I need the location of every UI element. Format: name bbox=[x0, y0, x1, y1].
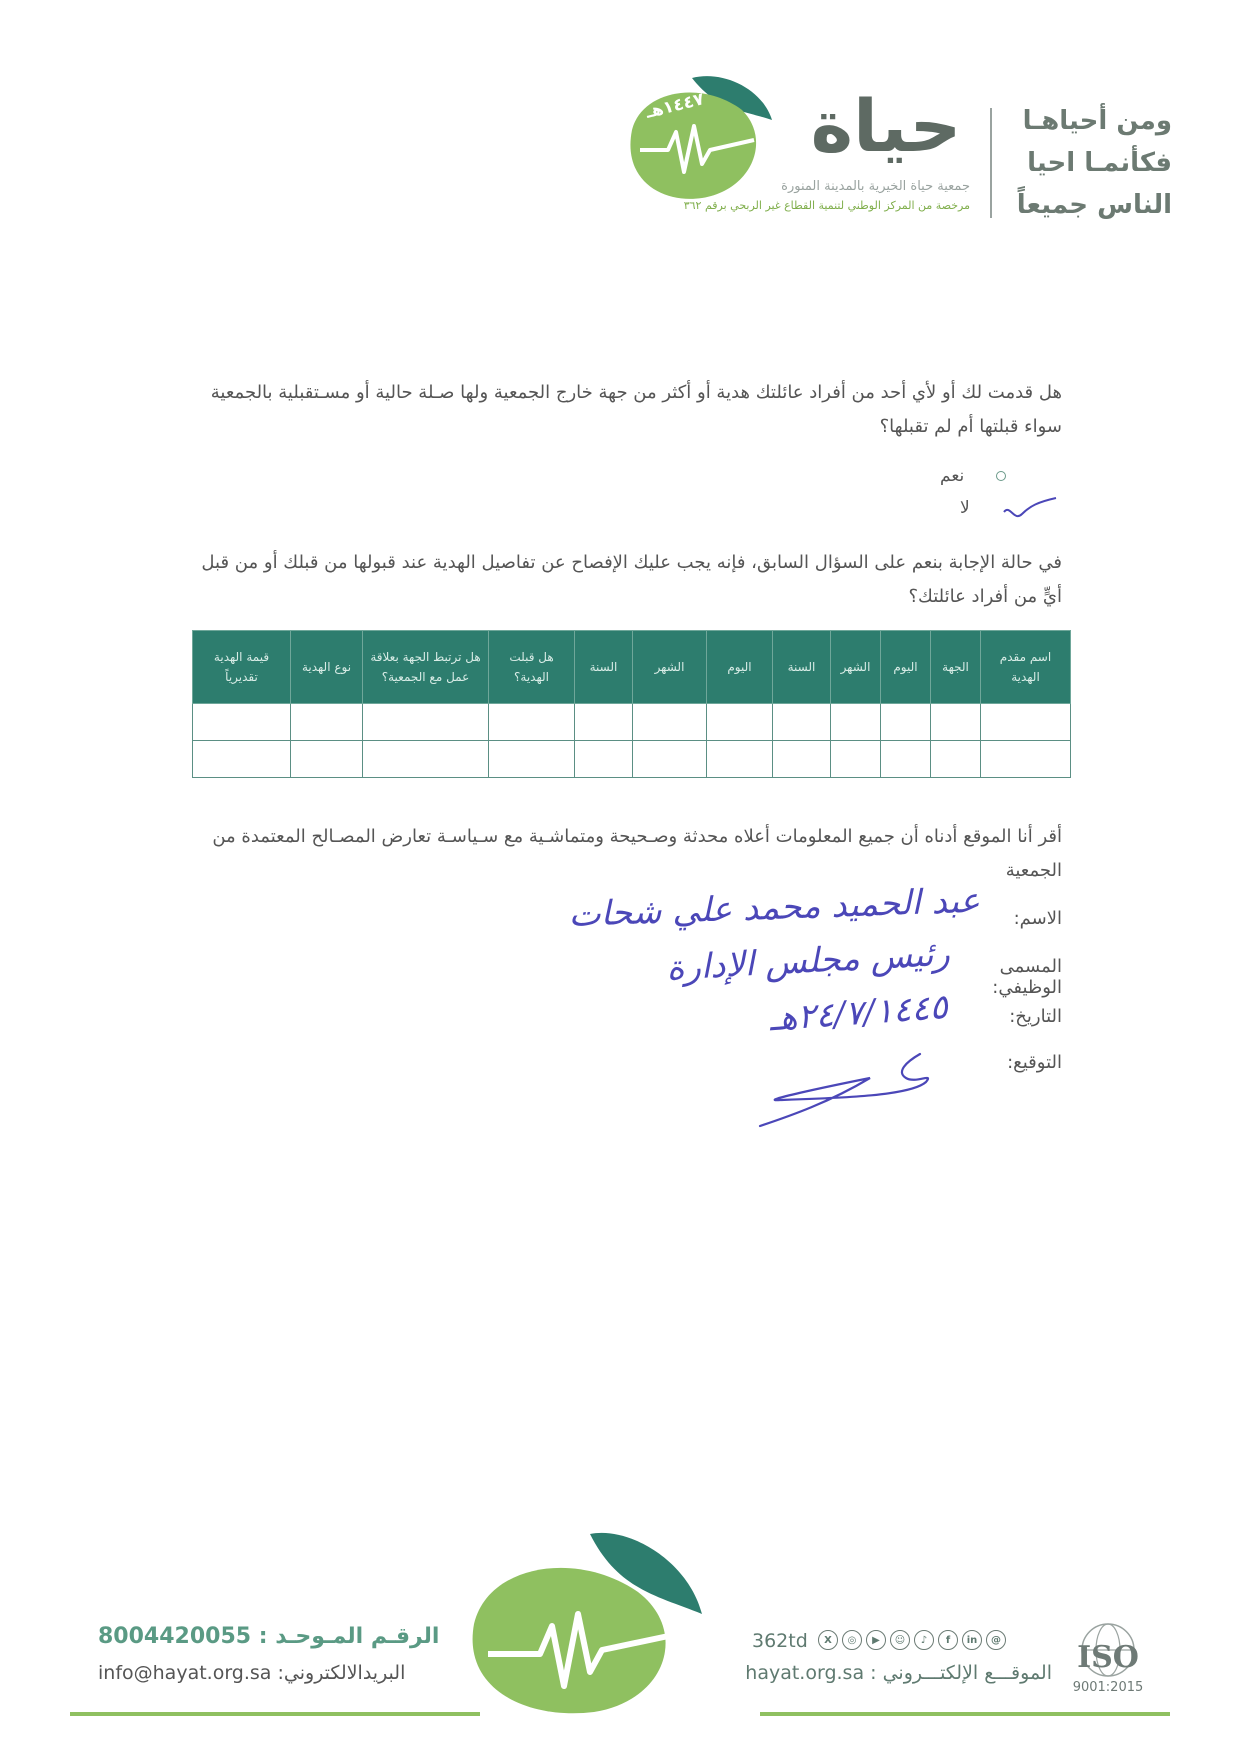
table-header-row bbox=[193, 631, 1071, 704]
threads-icon[interactable]: @ bbox=[986, 1630, 1006, 1650]
unified-number-label: الرقـم المـوحـد : bbox=[258, 1624, 440, 1649]
footer-website[interactable] bbox=[745, 1662, 1052, 1684]
table-cell[interactable] bbox=[707, 704, 773, 741]
facebook-icon[interactable]: f bbox=[938, 1630, 958, 1650]
date-label: التاريخ: bbox=[1009, 1006, 1062, 1027]
footer-email[interactable] bbox=[98, 1662, 448, 1684]
handwritten-date: ٢٤/٧/١٤٤٥هـ bbox=[768, 986, 950, 1040]
col-day-2: اليوم bbox=[707, 631, 773, 704]
table-cell[interactable] bbox=[773, 704, 831, 741]
social-icons-row bbox=[818, 1630, 1006, 1650]
gift-details-table bbox=[192, 630, 1071, 778]
table-cell[interactable] bbox=[633, 704, 707, 741]
email-label: البريدالالكتروني: bbox=[277, 1662, 406, 1684]
table-cell[interactable] bbox=[363, 704, 489, 741]
col-year-2: السنة bbox=[575, 631, 633, 704]
table-cell[interactable] bbox=[931, 741, 981, 778]
footer-rule-right bbox=[760, 1712, 1170, 1716]
table-cell[interactable] bbox=[931, 704, 981, 741]
table-cell[interactable] bbox=[831, 741, 881, 778]
iso-label: ISO bbox=[1077, 1640, 1139, 1675]
table-cell[interactable] bbox=[193, 704, 291, 741]
col-year: السنة bbox=[773, 631, 831, 704]
footer-unified-number[interactable] bbox=[98, 1624, 448, 1649]
option-yes[interactable] bbox=[940, 466, 1006, 486]
table-cell[interactable] bbox=[773, 741, 831, 778]
col-giver-name: اسم مقدم الهدية bbox=[981, 631, 1071, 704]
handwritten-signature-icon bbox=[720, 1042, 960, 1132]
handwritten-check-mark-icon bbox=[1000, 494, 1060, 524]
snapchat-icon[interactable]: ☺ bbox=[890, 1630, 910, 1650]
table-cell[interactable] bbox=[193, 741, 291, 778]
table-cell[interactable] bbox=[831, 704, 881, 741]
tiktok-icon[interactable]: ♪ bbox=[914, 1630, 934, 1650]
table-cell[interactable] bbox=[575, 704, 633, 741]
question-1-text: هل قدمت لك أو لأي أحد من أفراد عائلتك هدية أو أكثر من جهة خارج الجمعية ولها صـلة حالية أو مسـتقبلية بالجمعية سواء قبلتها أم لم تقبلها؟ bbox=[210, 382, 1062, 437]
table-cell[interactable] bbox=[489, 741, 575, 778]
header-divider bbox=[990, 108, 992, 218]
website-label: الموقـــع الإلكتـــروني : bbox=[870, 1662, 1052, 1684]
col-month-2: الشهر bbox=[633, 631, 707, 704]
unified-number-value[interactable]: 8004420055 bbox=[98, 1624, 252, 1649]
option-no[interactable] bbox=[960, 498, 970, 518]
table-row bbox=[193, 741, 1071, 778]
footer-leaf-logo-icon bbox=[468, 1530, 728, 1720]
logo-subtitle: جمعية حياة الخيرية بالمدينة المنورة bbox=[781, 179, 970, 194]
iso-standard: 9001:2015 bbox=[1072, 1680, 1144, 1695]
col-entity: الجهة bbox=[931, 631, 981, 704]
col-month: الشهر bbox=[831, 631, 881, 704]
slogan-line: فكأنمـا احيا bbox=[1027, 148, 1172, 178]
table-cell[interactable] bbox=[981, 741, 1071, 778]
col-business-relation: هل ترتبط الجهة بعلاقة عمل مع الجمعية؟ bbox=[363, 631, 489, 704]
name-label: الاسم: bbox=[1013, 908, 1062, 929]
table-cell[interactable] bbox=[291, 704, 363, 741]
table-cell[interactable] bbox=[981, 704, 1071, 741]
option-no-label: لا bbox=[960, 498, 970, 518]
radio-circle-icon[interactable] bbox=[996, 471, 1006, 481]
declaration-text: أقر أنا الموقع أدناه أن جميع المعلومات أعلاه محدثة وصـحيحة ومتماشـية مع سـياسـة تعارض المصـالح المعتمدة من الجمعية bbox=[212, 826, 1062, 881]
question-2-text: في حالة الإجابة بنعم على السؤال السابق، فإنه يجب عليك الإفصاح عن تفاصيل الهدية عند قبولها من قبلك أو من قبل أيٍّ من أفراد عائلتك؟ bbox=[201, 552, 1062, 607]
col-accepted: هل قبلت الهدية؟ bbox=[489, 631, 575, 704]
table-cell[interactable] bbox=[363, 741, 489, 778]
table-row bbox=[193, 704, 1071, 741]
slogan-line: الناس جميعاً bbox=[1016, 190, 1172, 220]
slogan-line: ومن أحياهـا bbox=[1022, 106, 1172, 136]
youtube-icon[interactable]: ▶ bbox=[866, 1630, 886, 1650]
signature-label: التوقيع: bbox=[1007, 1052, 1062, 1073]
col-gift-type: نوع الهدية bbox=[291, 631, 363, 704]
job-title-label: المسمى الوظيفي: bbox=[992, 956, 1062, 998]
logo-license: مرخصة من المركز الوطني لتنمية القطاع غير الربحي برقم ٣٦٢ bbox=[683, 199, 970, 212]
header-slogan bbox=[1000, 100, 1172, 226]
table-cell[interactable] bbox=[489, 704, 575, 741]
logo-wordmark: حياة bbox=[810, 84, 962, 168]
col-day: اليوم bbox=[881, 631, 931, 704]
logo-year: ١٤٤٧هـ bbox=[643, 89, 707, 123]
handwritten-job-title: رئيس مجلس الإدارة bbox=[665, 933, 951, 989]
linkedin-icon[interactable]: in bbox=[962, 1630, 982, 1650]
x-icon[interactable]: X bbox=[818, 1630, 838, 1650]
col-gift-value: قيمة الهدية تقديرياً bbox=[193, 631, 291, 704]
option-yes-label: نعم bbox=[940, 466, 965, 486]
instagram-icon[interactable]: ◎ bbox=[842, 1630, 862, 1650]
table-cell[interactable] bbox=[707, 741, 773, 778]
table-cell[interactable] bbox=[881, 741, 931, 778]
table-cell[interactable] bbox=[881, 704, 931, 741]
email-value[interactable]: info@hayat.org.sa bbox=[98, 1662, 272, 1684]
table-cell[interactable] bbox=[633, 741, 707, 778]
table-cell[interactable] bbox=[575, 741, 633, 778]
website-value[interactable]: hayat.org.sa bbox=[745, 1662, 865, 1684]
handwritten-name: عبد الحميد محمد علي شحات bbox=[567, 880, 981, 936]
table-cell[interactable] bbox=[291, 741, 363, 778]
social-handle: 362td bbox=[752, 1630, 808, 1652]
footer-rule-left bbox=[70, 1712, 480, 1716]
